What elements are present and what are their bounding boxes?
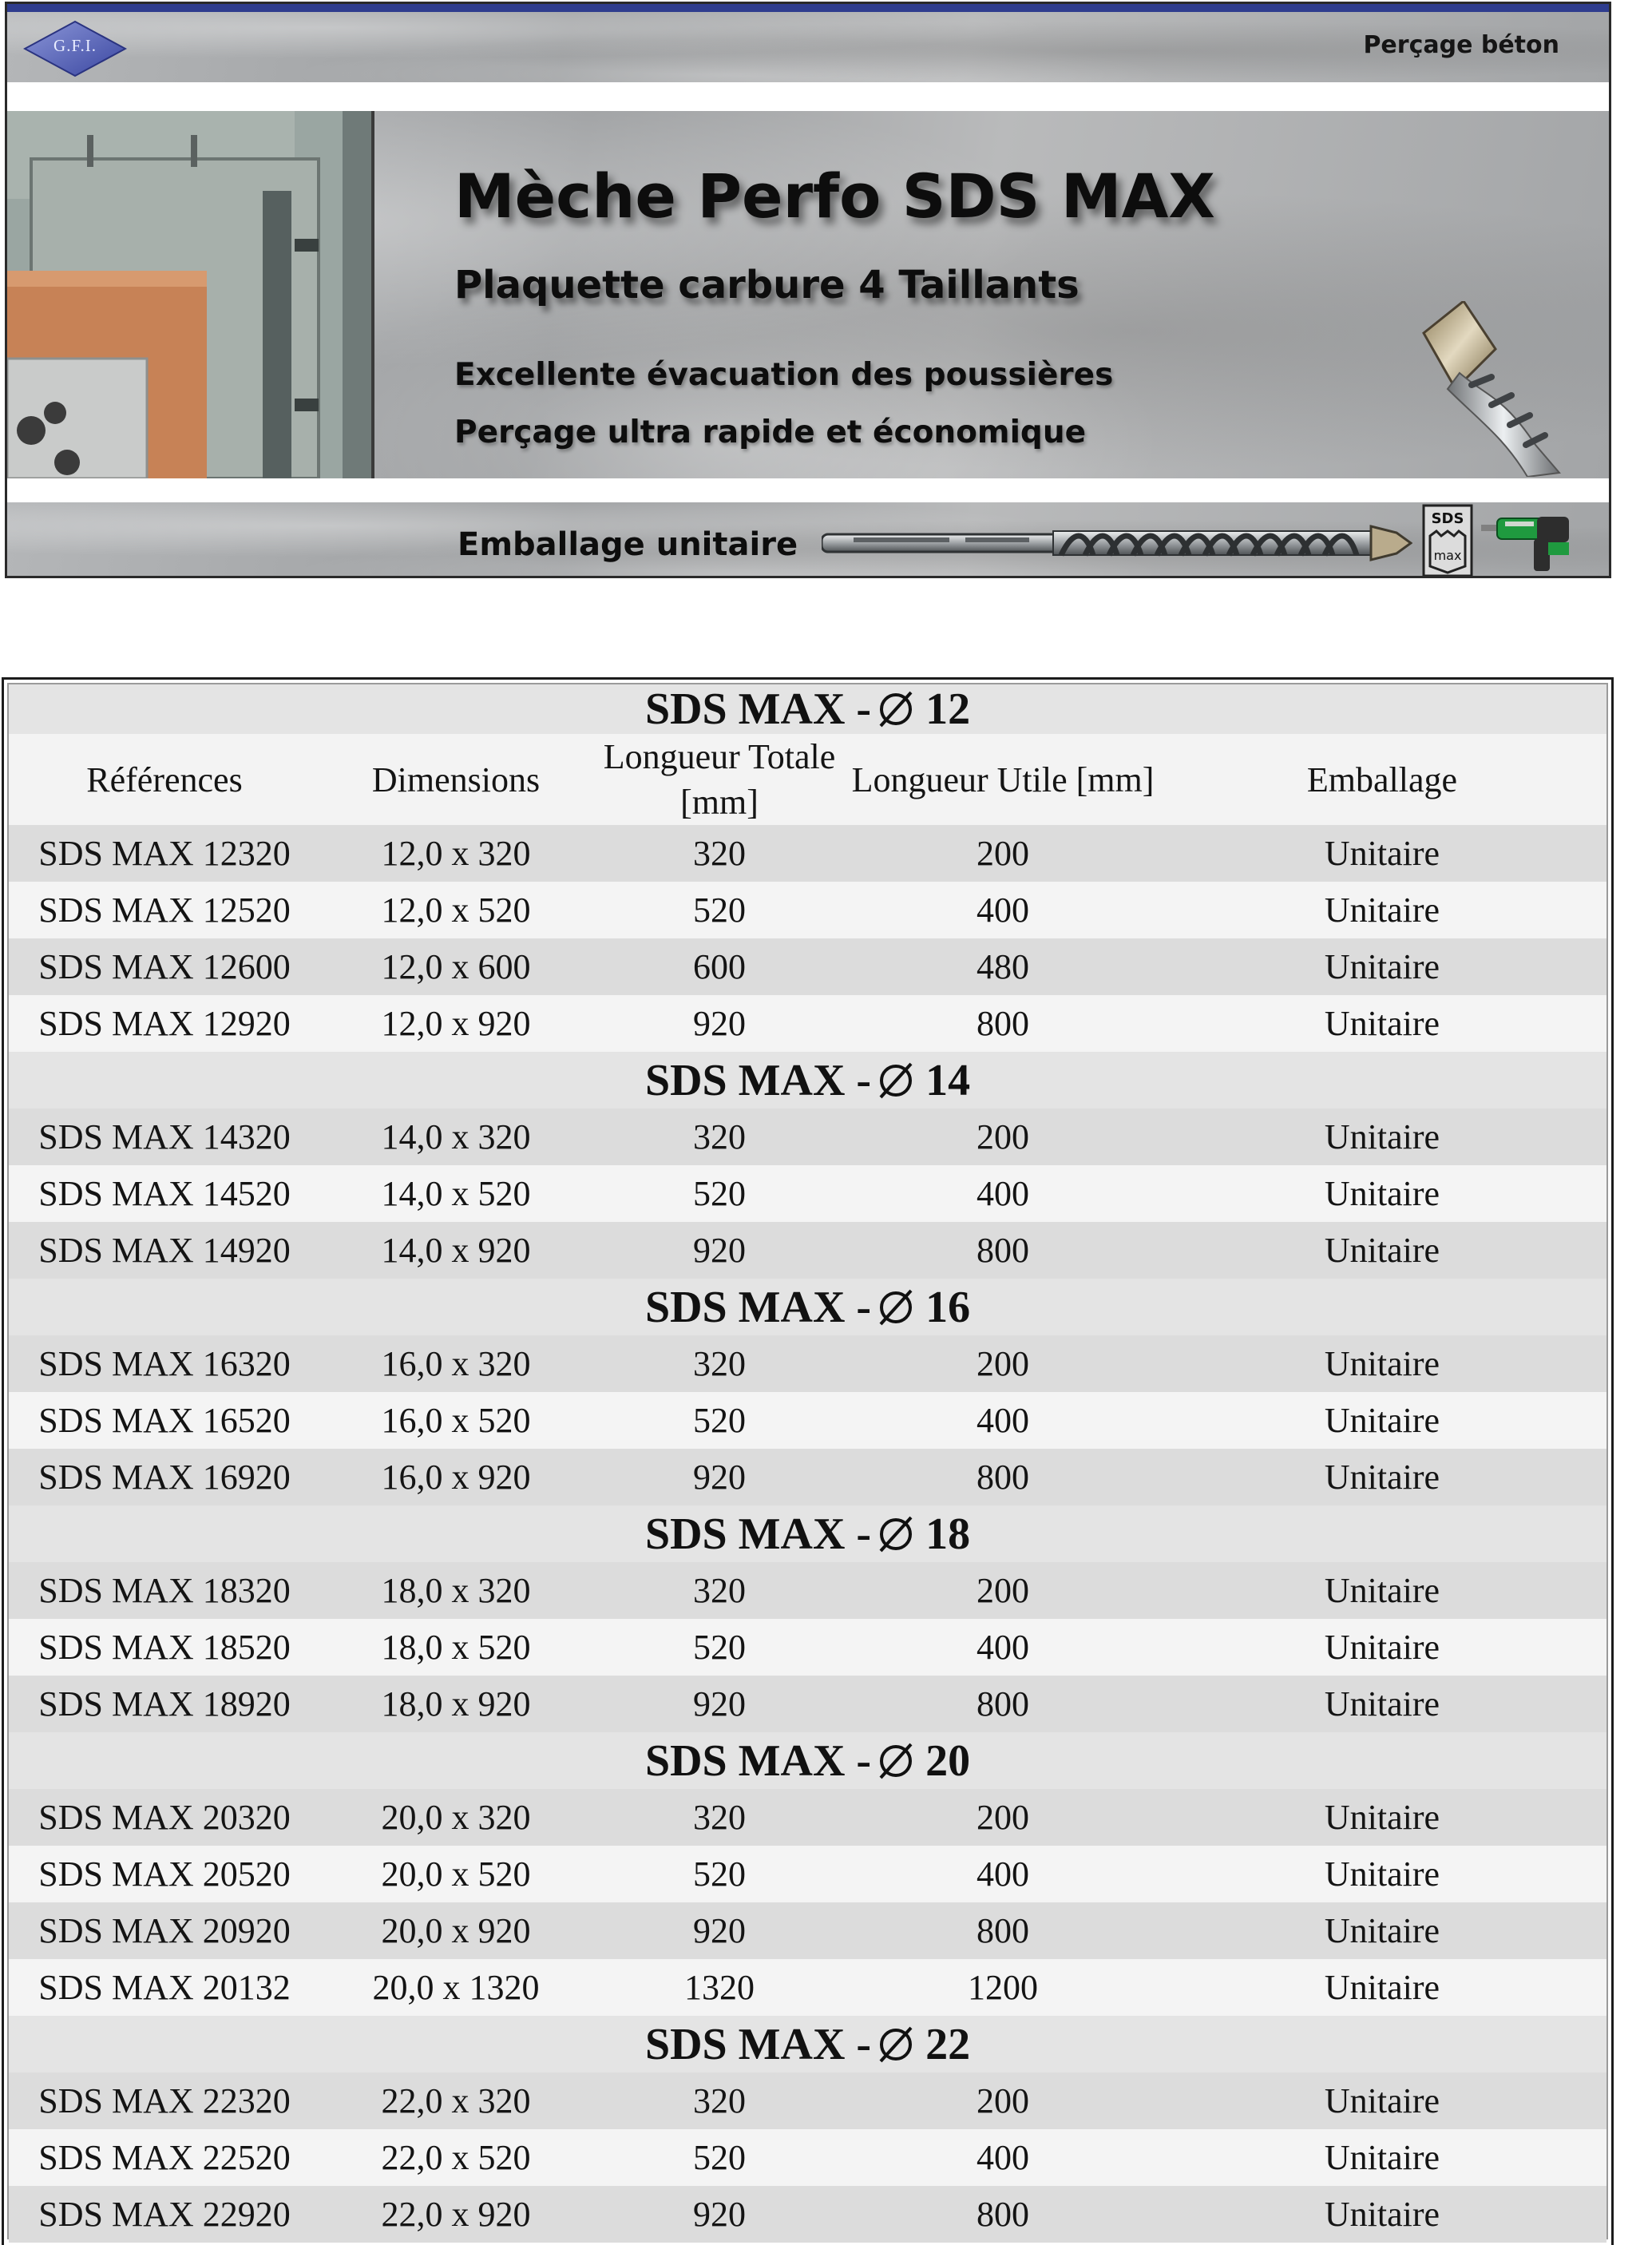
cell-reference: SDS MAX 16520 [38, 1401, 291, 1440]
diameter-icon [878, 691, 914, 728]
diameter-icon [878, 1516, 914, 1553]
cell-packaging: Unitaire [1324, 1344, 1440, 1383]
section-title [9, 684, 1606, 734]
cell-reference: SDS MAX 20920 [38, 1911, 291, 1950]
cell-useful-length: 800 [977, 1684, 1029, 1723]
drill-bit-tip-icon [1416, 301, 1575, 477]
table-row [9, 825, 1606, 882]
cell-packaging: Unitaire [1324, 834, 1440, 873]
cell-dimensions: 16,0 x 920 [381, 1458, 531, 1497]
section-header-row [9, 1505, 1606, 1562]
section-title-prefix: SDS MAX - [644, 1282, 872, 1332]
section-header-row [9, 1279, 1606, 1335]
cell-reference: SDS MAX 16920 [38, 1458, 291, 1497]
cell-useful-length: 400 [977, 2138, 1029, 2177]
cell-reference: SDS MAX 20132 [38, 1968, 291, 2007]
cell-packaging: Unitaire [1324, 1174, 1440, 1213]
column-header-total-length: Longueur Totale [mm] [603, 737, 836, 822]
section-title [9, 1505, 1606, 1562]
cell-reference: SDS MAX 12320 [38, 834, 291, 873]
cell-dimensions: 16,0 x 320 [381, 1344, 531, 1383]
cell-total-length: 520 [693, 2138, 746, 2177]
banner-accent-line [7, 4, 1609, 12]
cell-packaging: Unitaire [1324, 1968, 1440, 2007]
cell-useful-length: 800 [977, 1004, 1029, 1043]
banner-text-area [374, 111, 1609, 478]
table-row [9, 1789, 1606, 1846]
diameter-icon [878, 1062, 914, 1099]
table-row [9, 2072, 1606, 2129]
table-row [9, 1562, 1606, 1619]
cell-dimensions: 20,0 x 320 [381, 1798, 531, 1837]
cell-reference: SDS MAX 22920 [38, 2195, 291, 2234]
cell-total-length: 520 [693, 1174, 746, 1213]
cell-useful-length: 800 [977, 2195, 1029, 2234]
feature-fast-drilling: Perçage ultra rapide et économique [454, 414, 1087, 450]
cell-packaging: Unitaire [1324, 947, 1440, 986]
cell-packaging: Unitaire [1324, 1684, 1440, 1723]
cell-total-length: 920 [693, 1458, 746, 1497]
table-row [9, 995, 1606, 1052]
section-title [9, 1052, 1606, 1109]
table-row [9, 1676, 1606, 1732]
section-diameter: 16 [925, 1282, 971, 1332]
cell-packaging: Unitaire [1324, 1117, 1440, 1156]
section-title-prefix: SDS MAX - [644, 684, 872, 734]
section-diameter: 20 [925, 1735, 971, 1786]
table-row [9, 1902, 1606, 1959]
cell-reference: SDS MAX 22520 [38, 2138, 291, 2177]
sds-badge-top-text: SDS [1431, 510, 1464, 527]
cell-packaging: Unitaire [1324, 2081, 1440, 2120]
rotary-hammer-icon [1481, 510, 1577, 576]
product-title: Mèche Perfo SDS MAX [454, 161, 1215, 232]
column-header-packaging: Emballage [1306, 760, 1458, 799]
cell-total-length: 520 [693, 1854, 746, 1894]
category-label: Perçage béton [1363, 31, 1559, 59]
cell-dimensions: 14,0 x 520 [381, 1174, 531, 1213]
cell-packaging: Unitaire [1324, 1854, 1440, 1894]
cell-total-length: 520 [693, 1628, 746, 1667]
cell-total-length: 320 [693, 1571, 746, 1610]
cell-packaging: Unitaire [1324, 2138, 1440, 2177]
diameter-icon [878, 2026, 914, 2063]
cell-dimensions: 16,0 x 520 [381, 1401, 531, 1440]
cell-total-length: 320 [693, 2081, 746, 2120]
cell-dimensions: 22,0 x 520 [381, 2138, 531, 2177]
cell-total-length: 920 [693, 1004, 746, 1043]
table-row [9, 882, 1606, 938]
cell-reference: SDS MAX 20520 [38, 1854, 291, 1894]
cell-packaging: Unitaire [1324, 1231, 1440, 1270]
cell-total-length: 520 [693, 1401, 746, 1440]
cell-total-length: 920 [693, 1911, 746, 1950]
cell-packaging: Unitaire [1324, 1571, 1440, 1610]
cell-total-length: 920 [693, 2195, 746, 2234]
table-header-row [9, 734, 1606, 825]
table-row [9, 1449, 1606, 1505]
table-row [9, 1959, 1606, 2016]
product-banner [5, 2, 1611, 578]
cell-reference: SDS MAX 14320 [38, 1117, 291, 1156]
table-row [9, 1222, 1606, 1279]
cell-total-length: 520 [693, 890, 746, 930]
materials-photo [7, 111, 374, 478]
cell-packaging: Unitaire [1324, 890, 1440, 930]
cell-packaging: Unitaire [1324, 1004, 1440, 1043]
cell-total-length: 320 [693, 834, 746, 873]
cell-useful-length: 480 [977, 947, 1029, 986]
cell-reference: SDS MAX 14520 [38, 1174, 291, 1213]
section-title-prefix: SDS MAX - [644, 2019, 872, 2069]
cell-dimensions: 18,0 x 320 [381, 1571, 531, 1610]
cell-useful-length: 200 [977, 834, 1029, 873]
cell-useful-length: 400 [977, 1401, 1029, 1440]
banner-spacer-bottom [7, 478, 1609, 502]
cell-packaging: Unitaire [1324, 1911, 1440, 1950]
cell-total-length: 320 [693, 1798, 746, 1837]
cell-reference: SDS MAX 14920 [38, 1231, 291, 1270]
cell-useful-length: 200 [977, 1571, 1029, 1610]
cell-packaging: Unitaire [1324, 1401, 1440, 1440]
cell-dimensions: 20,0 x 920 [381, 1911, 531, 1950]
cell-total-length: 600 [693, 947, 746, 986]
section-diameter: 22 [925, 2019, 971, 2069]
cell-total-length: 320 [693, 1344, 746, 1383]
column-header-references: Références [86, 760, 243, 799]
cell-useful-length: 200 [977, 1344, 1029, 1383]
cell-reference: SDS MAX 18920 [38, 1684, 291, 1723]
section-diameter: 18 [925, 1509, 971, 1559]
cell-reference: SDS MAX 12600 [38, 947, 291, 986]
section-title [9, 2016, 1606, 2072]
sds-badge-bottom-text: max [1433, 548, 1462, 563]
brand-logo [23, 20, 127, 77]
cell-dimensions: 14,0 x 920 [381, 1231, 531, 1270]
packaging-label: Emballage unitaire [458, 526, 798, 563]
section-header-row [9, 684, 1606, 734]
cell-total-length: 920 [693, 1231, 746, 1270]
cell-reference: SDS MAX 12520 [38, 890, 291, 930]
cell-dimensions: 12,0 x 520 [381, 890, 531, 930]
table-row [9, 1392, 1606, 1449]
section-title-prefix: SDS MAX - [644, 1735, 872, 1786]
cell-useful-length: 200 [977, 2081, 1029, 2120]
cell-dimensions: 22,0 x 920 [381, 2195, 531, 2234]
banner-main-panel [7, 111, 1609, 478]
cell-dimensions: 12,0 x 600 [381, 947, 531, 986]
section-diameter: 14 [925, 1055, 971, 1105]
cell-useful-length: 800 [977, 1458, 1029, 1497]
cell-reference: SDS MAX 18520 [38, 1628, 291, 1667]
banner-bottom-strip [7, 502, 1609, 578]
product-table [2, 677, 1614, 2245]
cell-dimensions: 18,0 x 520 [381, 1628, 531, 1667]
section-header-row [9, 2016, 1606, 2072]
column-header-dimensions: Dimensions [371, 760, 541, 799]
banner-spacer [7, 82, 1609, 111]
sds-max-badge-icon [1422, 504, 1473, 577]
cell-useful-length: 400 [977, 1854, 1029, 1894]
drill-bit-icon [822, 518, 1412, 566]
cell-useful-length: 200 [977, 1798, 1029, 1837]
cell-useful-length: 800 [977, 1911, 1029, 1950]
section-title-prefix: SDS MAX - [644, 1509, 872, 1559]
section-title [9, 1732, 1606, 1789]
diameter-icon [878, 1289, 914, 1326]
cell-packaging: Unitaire [1324, 1458, 1440, 1497]
cell-dimensions: 12,0 x 320 [381, 834, 531, 873]
diameter-icon [878, 1743, 914, 1779]
cell-dimensions: 22,0 x 320 [381, 2081, 531, 2120]
cell-useful-length: 200 [977, 1117, 1029, 1156]
column-header-useful-length: Longueur Utile [mm] [851, 760, 1155, 799]
cell-reference: SDS MAX 22320 [38, 2081, 291, 2120]
cell-dimensions: 14,0 x 320 [381, 1117, 531, 1156]
section-header-row [9, 1732, 1606, 1789]
section-diameter: 12 [925, 684, 971, 734]
table-row [9, 2186, 1606, 2243]
cell-reference: SDS MAX 12920 [38, 1004, 291, 1043]
section-title [9, 1279, 1606, 1335]
cell-dimensions: 12,0 x 920 [381, 1004, 531, 1043]
feature-dust-evacuation: Excellente évacuation des poussières [454, 357, 1114, 393]
concrete-blocks-illustration [7, 111, 374, 478]
cell-total-length: 920 [693, 1684, 746, 1723]
section-header-row [9, 1052, 1606, 1109]
table-row [9, 1619, 1606, 1676]
table-row [9, 1846, 1606, 1902]
logo-text: G.F.I. [53, 36, 97, 55]
table-row [9, 1165, 1606, 1222]
cell-dimensions: 20,0 x 520 [381, 1854, 531, 1894]
table-row [9, 1109, 1606, 1165]
table-row [9, 1335, 1606, 1392]
cell-packaging: Unitaire [1324, 2195, 1440, 2234]
product-table-body [9, 684, 1606, 2243]
table-row [9, 2129, 1606, 2186]
cell-dimensions: 18,0 x 920 [381, 1684, 531, 1723]
cell-useful-length: 400 [977, 1628, 1029, 1667]
cell-reference: SDS MAX 20320 [38, 1798, 291, 1837]
table-row [9, 938, 1606, 995]
cell-reference: SDS MAX 18320 [38, 1571, 291, 1610]
cell-total-length: 320 [693, 1117, 746, 1156]
product-subtitle: Plaquette carbure 4 Taillants [454, 263, 1080, 307]
cell-useful-length: 1200 [968, 1968, 1038, 2007]
cell-packaging: Unitaire [1324, 1798, 1440, 1837]
cell-useful-length: 400 [977, 1174, 1029, 1213]
cell-reference: SDS MAX 16320 [38, 1344, 291, 1383]
section-title-prefix: SDS MAX - [644, 1055, 872, 1105]
cell-dimensions: 20,0 x 1320 [372, 1968, 540, 2007]
cell-useful-length: 800 [977, 1231, 1029, 1270]
cell-total-length: 1320 [684, 1968, 755, 2007]
cell-useful-length: 400 [977, 890, 1029, 930]
cell-packaging: Unitaire [1324, 1628, 1440, 1667]
banner-top-strip [7, 4, 1609, 82]
